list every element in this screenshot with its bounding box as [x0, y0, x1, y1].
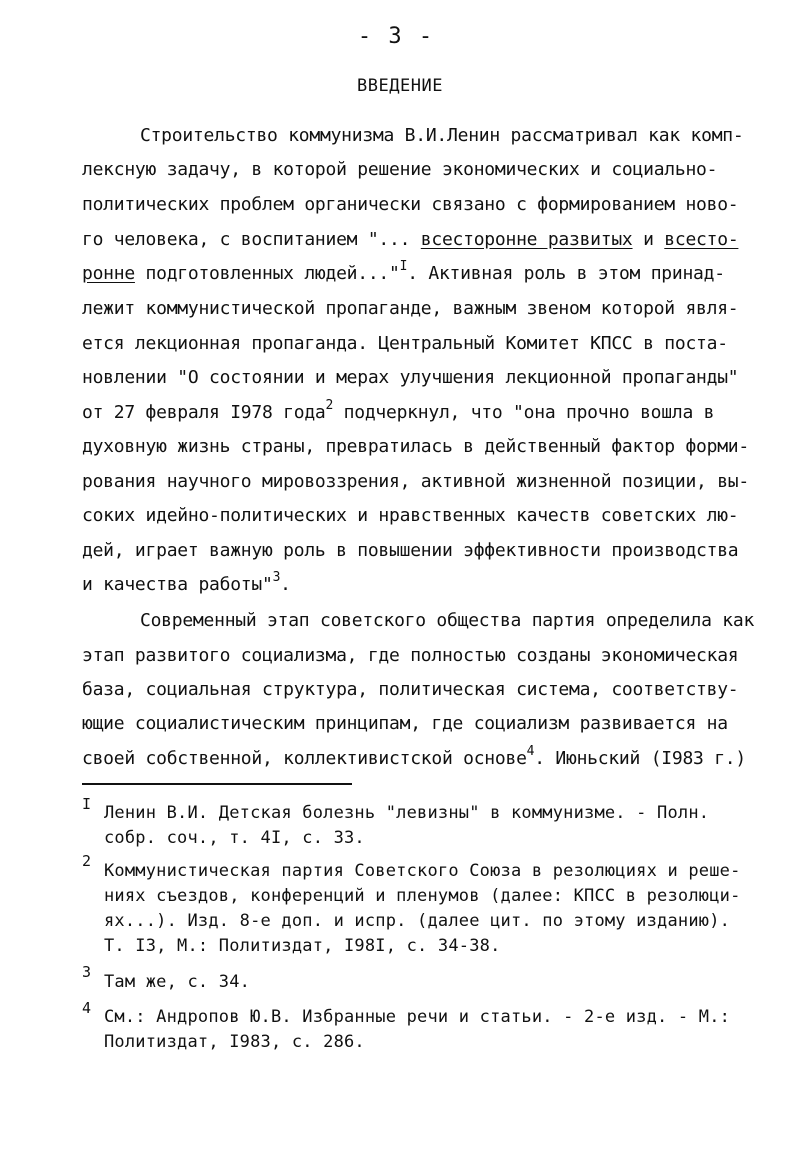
body-line: этап развитого социализма, где полностью созданы экономическая	[82, 645, 739, 666]
underlined-phrase: ронне	[82, 263, 135, 284]
footnote-line: См.: Андропов Ю.В. Избранные речи и статьи. - 2-е изд. - М.:	[104, 1007, 731, 1027]
footnote-line: Т. I3, М.: Политиздат, I98I, с. 34-38.	[104, 936, 501, 956]
body-line: духовную жизнь страны, превратилась в действенный фактор форми-	[82, 436, 749, 457]
footnote-line: Коммунистическая партия Советского Союза в резолюциях и реше-	[104, 861, 741, 881]
footnote-divider	[82, 783, 352, 785]
footnote-number: 4	[82, 999, 92, 1017]
body-line: и качества работы"$^3$.	[82, 570, 291, 595]
body-line: рования научного мировоззрения, активной жизненной позиции, вы-	[82, 471, 749, 492]
underlined-phrase: всесто-	[664, 229, 739, 250]
footnote-ref: 3	[272, 570, 281, 585]
footnote-ref: 2	[325, 398, 334, 413]
body-line: Строительство коммунизма В.И.Ленин рассматривал как комп-	[140, 125, 744, 146]
body-line: лексную задачу, в которой решение экономических и социально-	[82, 159, 718, 180]
body-line: ющие социалистическим принципам, где социализм развивается на	[82, 713, 728, 734]
body-line: от 27 февраля I978 года$^2$ подчеркнул, что "она прочно вошла в	[82, 398, 715, 423]
footnote-line: собр. соч., т. 4I, с. 33.	[104, 828, 365, 848]
body-line: соких идейно-политических и нравственных качеств советских лю-	[82, 505, 739, 526]
footnote-number: 2	[82, 852, 92, 870]
footnote-line: ях...). Изд. 8-е доп. и испр. (далее цит. по этому изданию).	[104, 911, 731, 931]
underlined-phrase: всесторонне развитых	[420, 229, 633, 250]
body-line: политических проблем органически связано с формированием ново-	[82, 194, 739, 215]
body-line: го человека, с воспитанием "... всесторонне развитых и всесто-	[82, 229, 739, 250]
body-line: ронне подготовленных людей..."$^I$. Активная роль в этом принад-	[82, 259, 725, 284]
section-title: ВВЕДЕНИЕ	[357, 76, 443, 96]
footnote-line: ниях съездов, конференций и пленумов (далее: КПСС в резолюци-	[104, 886, 741, 906]
body-line: своей собственной, коллективистской основе$^4$. Июньский (I983 г.)	[82, 744, 746, 769]
footnote-line: Ленин В.И. Детская болезнь "левизны" в коммунизме. - Полн.	[104, 803, 710, 823]
body-line: Современный этап советского общества партия определила как	[140, 610, 755, 631]
footnote-ref: I	[399, 259, 408, 274]
footnote-ref: 4	[526, 744, 535, 759]
body-line: ется лекционная пропаганда. Центральный Комитет КПСС в поста-	[82, 333, 728, 354]
footnote-number: I	[82, 795, 92, 813]
footnote-number: 3	[82, 963, 92, 981]
page-number: - 3 -	[357, 24, 435, 49]
body-line: лежит коммунистической пропаганде, важным звеном которой явля-	[82, 298, 739, 319]
footnote-line: Там же, с. 34.	[104, 972, 251, 992]
body-line: база, социальная структура, политическая система, соответству-	[82, 679, 739, 700]
body-line: дей, играет важную роль в повышении эффективности производства	[82, 540, 739, 561]
body-line: новлении "О состоянии и мерах улучшения лекционной пропаганды"	[82, 367, 739, 388]
footnote-line: Политиздат, I983, с. 286.	[104, 1032, 365, 1052]
